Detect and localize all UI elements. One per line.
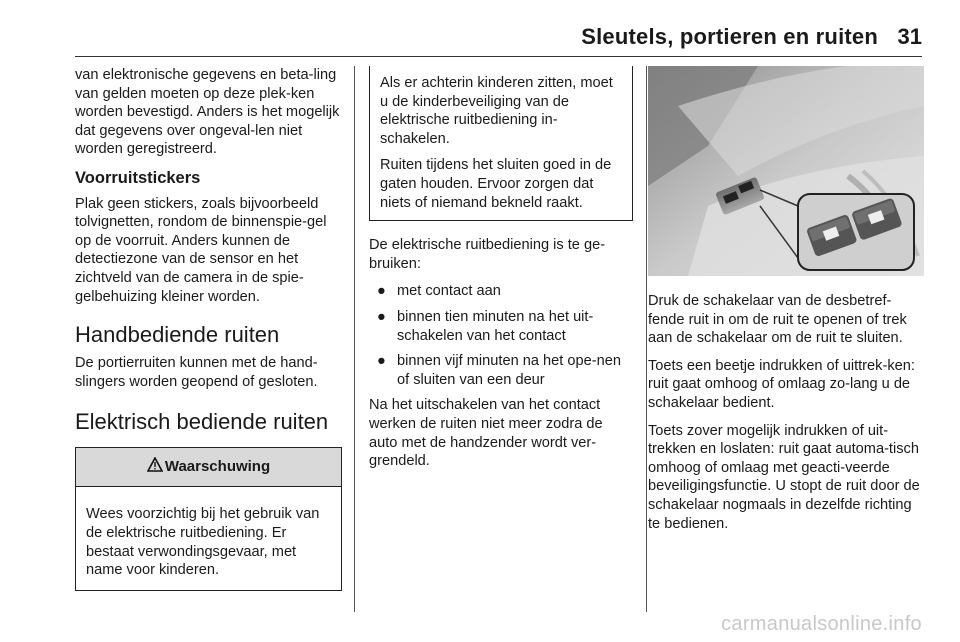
header-divider (75, 56, 922, 57)
heading-windshield-stickers: Voorruitstickers (75, 168, 201, 187)
paragraph: Plak geen stickers, zoals bijvoorbeeld tolvignetten, rondom de binnenspie-gel op de voorruit. Anders kunnen de detectiezone van de sensor en het zichtveld van de camera in de spie-gelbehuizing kleiner worden. (75, 195, 327, 305)
paragraph: Druk de schakelaar van de desbetref-fende ruit in om de ruit te openen of trek aan de schakelaar om de ruit te sluiten. (648, 293, 907, 347)
bullet-icon: ● (377, 353, 386, 370)
list-item: ● binnen tien minuten na het uit-schakelen van het contact (377, 308, 594, 344)
paragraph: Ruiten tijdens het sluiten goed in de gaten houden. Ervoor zorgen dat niets of niemand bekneld raakt. (380, 157, 612, 211)
paragraph: De portierruiten kunnen met de hand-slingers worden geopend of gesloten. (75, 355, 318, 390)
warning-title: Waarschuwing (164, 458, 271, 476)
column-middle (369, 66, 633, 480)
column-right (648, 66, 924, 542)
bullet-icon: ● (377, 283, 386, 300)
bullet-list (369, 282, 633, 389)
warning-header (76, 448, 341, 487)
column-divider-2 (646, 66, 647, 612)
column-left (75, 66, 342, 591)
list-item: ● met contact aan (377, 283, 501, 300)
paragraph: Na het uitschakelen van het contact werken de ruiten niet meer zodra de auto met de handzender wordt ver-grendeld. (369, 397, 603, 470)
page-number: 31 (897, 24, 922, 49)
page-header-title: Sleutels, portieren en ruiten (581, 24, 878, 49)
paragraph: Toets zover mogelijk indrukken of uit-trekken en loslaten: ruit gaat automa-tisch omhoog of omlaag met geacti-veerde beveiligingsfunctie. U stopt de ruit door de schakelaar nogmaals in dezelfde richting te bedienen. (648, 422, 920, 532)
heading-power-windows: Elektrisch bediende ruiten (75, 409, 329, 435)
window-switch-photo (648, 66, 924, 276)
paragraph: van elektronische gegevens en beta-ling van gelden moeten op deze plek-ken worden bevestigd. Anders is het mogelijk dat gegevens over ongeval-len niet worden geregistreerd. (75, 67, 340, 158)
bullet-icon: ● (377, 308, 386, 325)
paragraph: Toets een beetje indrukken of uittrek-ken: ruit gaat omhoog of omlaag zo-lang u de schakelaar bedient. (648, 357, 915, 411)
list-item: ● binnen vijf minuten na het ope-nen of sluiten van een deur (377, 353, 621, 388)
column-divider-1 (354, 66, 355, 612)
watermark: carmanualsonline.info (721, 613, 922, 635)
warning-triangle-icon (147, 457, 163, 478)
paragraph: De elektrische ruitbediening is te ge-bruiken: (369, 237, 606, 272)
warning-box (75, 447, 342, 590)
paragraph: Als er achterin kinderen zitten, moet u de kinderbeveiliging van de elektrische ruitbediening in-schakelen. (380, 75, 613, 147)
warning-text: Wees voorzichtig bij het gebruik van de elektrische ruitbediening. Er bestaat verwondingsgevaar, met name voor kinderen. (86, 506, 320, 579)
heading-manual-windows: Handbediende ruiten (75, 322, 280, 348)
warning-box-continued (369, 66, 633, 221)
